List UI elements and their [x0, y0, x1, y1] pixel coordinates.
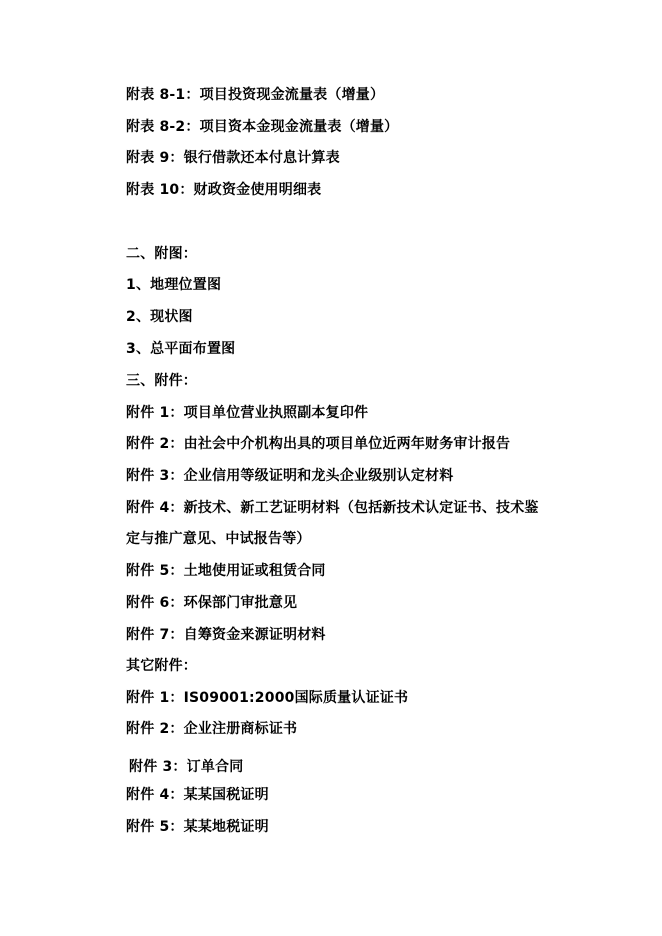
schedule-8-2: 附表 8-2：项目资本金现金流量表（增量）	[126, 119, 399, 135]
other-attachment-2: 附件 2：企业注册商标证书	[126, 721, 298, 737]
attachment-7: 附件 7：自筹资金来源证明材料	[126, 627, 326, 643]
attachment-4: 附件 4：新技术、新工艺证明材料（包括新技术认定证书、技术鉴	[126, 500, 539, 516]
attachment-6: 附件 6：环保部门审批意见	[126, 595, 298, 611]
attachment-5: 附件 5：土地使用证或租赁合同	[126, 563, 326, 579]
figure-item-3: 3、总平面布置图	[126, 341, 236, 357]
section-heading-figures: 二、附图：	[126, 246, 197, 262]
other-attachment-5: 附件 5：某某地税证明	[126, 819, 269, 835]
other-attachment-4: 附件 4：某某国税证明	[126, 787, 269, 803]
other-attachment-1: 附件 1：IS09001:2000国际质量认证证书	[126, 690, 409, 706]
section-heading-attachments: 三、附件：	[126, 373, 197, 389]
schedule-10: 附表 10：财政资金使用明细表	[126, 182, 322, 198]
schedule-9: 附表 9：银行借款还本付息计算表	[126, 150, 340, 166]
attachment-2: 附件 2：由社会中介机构出具的项目单位近两年财务审计报告	[126, 436, 511, 452]
schedule-8-1: 附表 8-1：项目投资现金流量表（增量）	[126, 87, 385, 103]
attachment-1: 附件 1：项目单位营业执照副本复印件	[126, 405, 369, 421]
figure-item-1: 1、地理位置图	[126, 277, 222, 293]
attachment-4-continued: 定与推广意见、中试报告等）	[126, 531, 311, 547]
attachment-3: 附件 3：企业信用等级证明和龙头企业级别认定材料	[126, 468, 454, 484]
figure-item-2: 2、现状图	[126, 309, 193, 325]
other-attachment-3: 附件 3：订单合同	[129, 759, 244, 775]
section-heading-other-attachments: 其它附件：	[126, 658, 197, 674]
